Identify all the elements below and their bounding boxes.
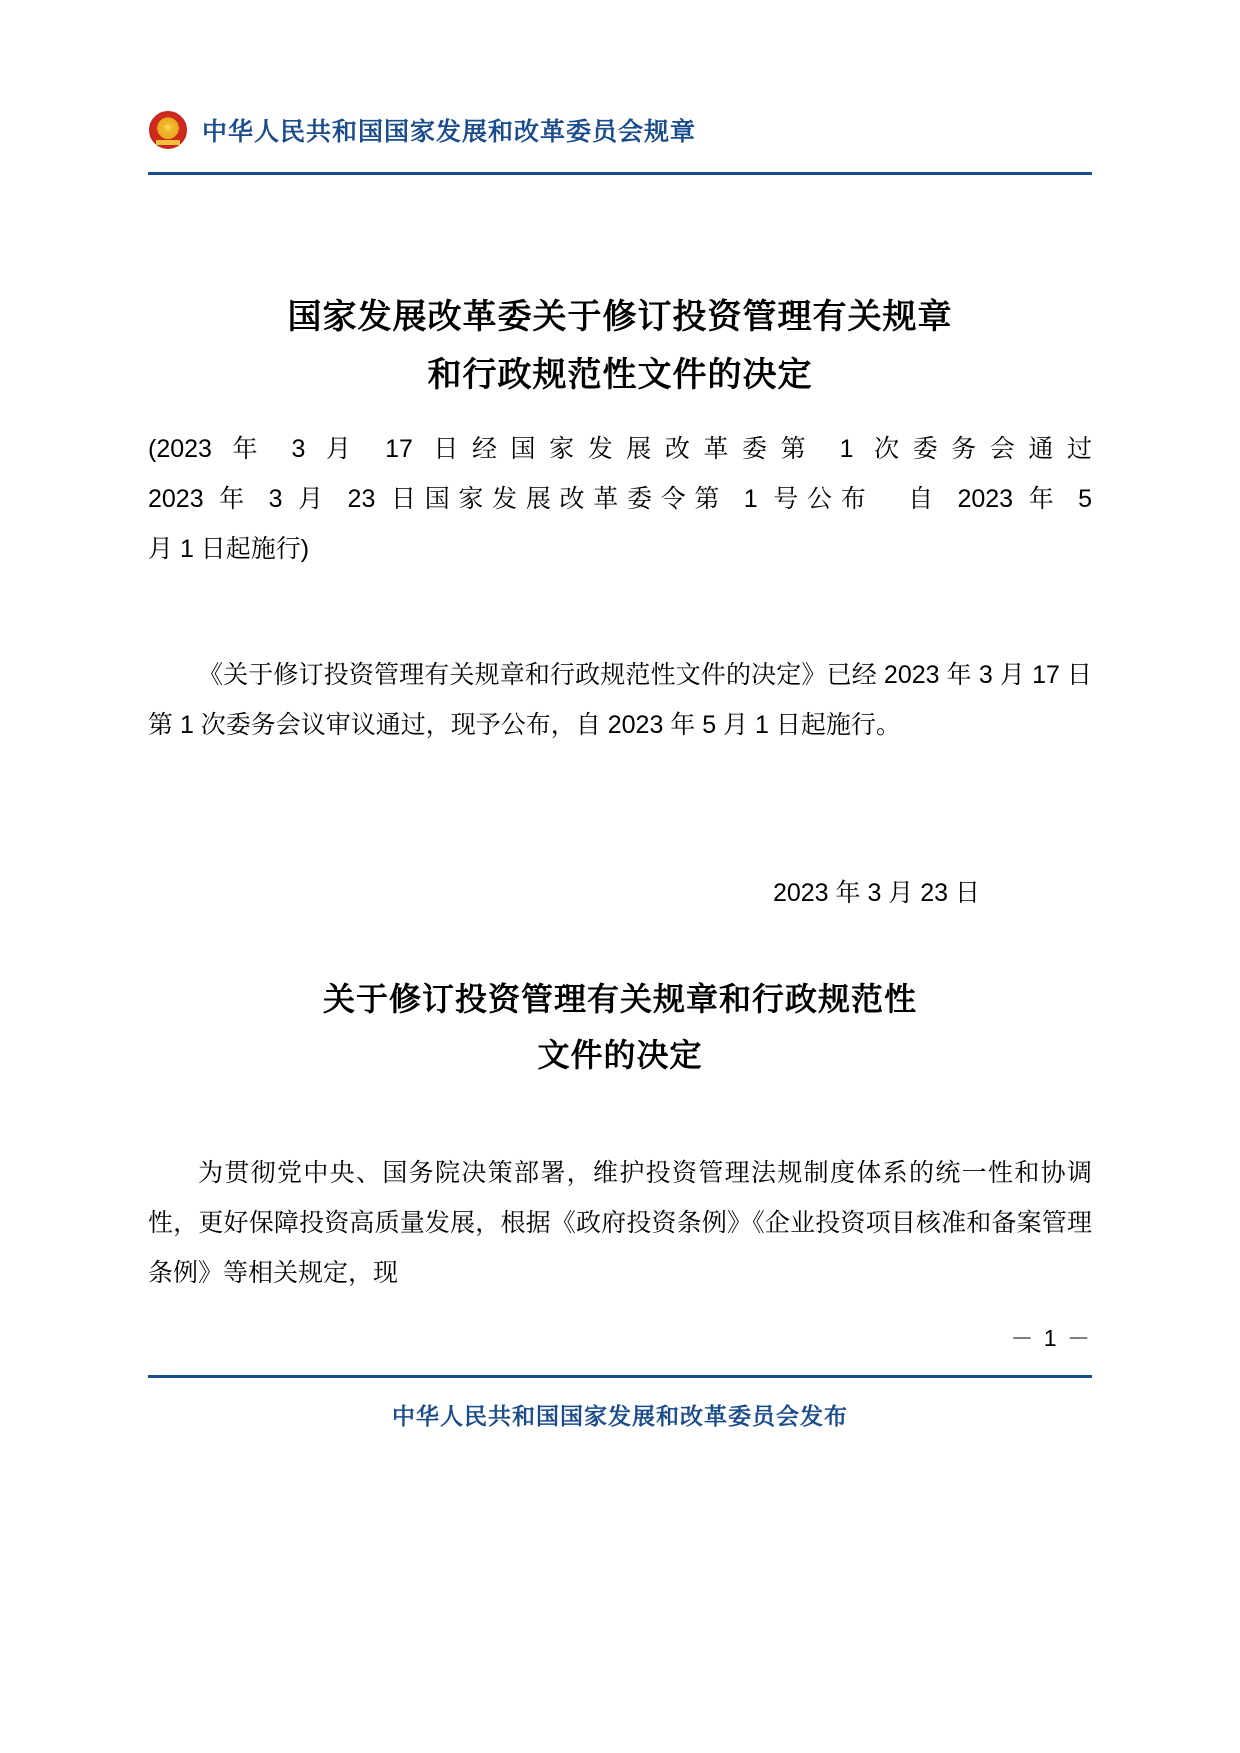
section-title <box>148 972 1092 1083</box>
body-paragraph-2: 为贯彻党中央、国务院决策部署，维护投资管理法规制度体系的统一性和协调性，更好保障投资高质量发展，根据《政府投资条例》《企业投资项目核准和备案管理条例》等相关规定，现 <box>148 1159 1092 1287</box>
header-title: 中华人民共和国国家发展和改革委员会规章 <box>202 118 697 146</box>
national-emblem-icon: ★ <box>148 110 188 150</box>
page-title-line-1: 国家发展改革委关于修订投资管理有关规章 <box>287 297 953 337</box>
promulgation-line-1: (2023 年 3 月 17 日经国家发展改革委第 1 次委务会通过 <box>148 435 1092 463</box>
promulgation-line-2: 2023 年 3 月 23 日国家发展改革委令第 1 号公布 自 2023 年 5 <box>148 485 1092 513</box>
document-header <box>148 110 1092 150</box>
page-number: － 1 － <box>1010 1325 1092 1351</box>
header-divider <box>148 172 1092 175</box>
page-title-line-2: 和行政规范性文件的决定 <box>427 355 813 396</box>
promulgation-note <box>148 424 1092 574</box>
section-title-line-2: 文件的决定 <box>537 1035 703 1074</box>
promulgation-line-3: 月 1 日起施行) <box>148 535 310 563</box>
footer-issuer: 中华人民共和国国家发展和改革委员会发布 <box>392 1403 848 1429</box>
page-title <box>148 288 1092 405</box>
body-paragraph-1: 《关于修订投资管理有关规章和行政规范性文件的决定》已经 2023 年 3 月 17 日第 1 次委务会议审议通过，现予公布，自 2023 年 5 月 1 日起施行。 <box>148 661 1092 739</box>
section-title-line-1: 关于修订投资管理有关规章和行政规范性 <box>322 980 917 1018</box>
footer-divider <box>148 1375 1092 1378</box>
issue-date: 2023 年 3 月 23 日 <box>772 879 980 907</box>
